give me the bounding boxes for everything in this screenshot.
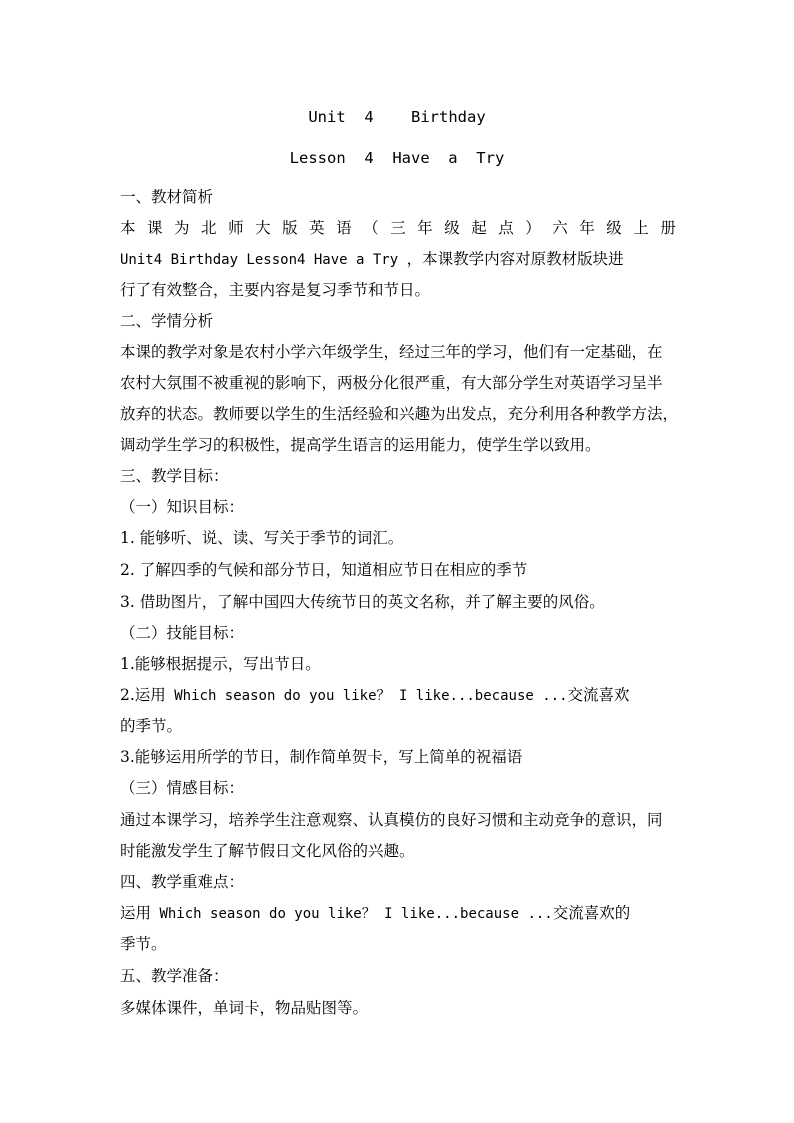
skill-goal-3: 3.能够运用所学的节日，制作简单贺卡，写上简单的祝福语 (120, 748, 523, 766)
justified-char: ） (525, 219, 541, 237)
section-2-line-4: 调动学生学习的积极性，提高学生语言的运用能力，使学生学以致用。 (120, 436, 601, 454)
justified-char: 起 (471, 219, 487, 237)
skill-goals-heading: （二）技能目标： (120, 624, 245, 642)
justified-char: 课 (147, 219, 163, 237)
section-1-line-3: 行了有效整合，主要内容是复习季节和节日。 (120, 281, 431, 299)
section-2-line-1: 本课的教学对象是农村小学六年级学生，经过三年的学习，他们有一定基础，在 (120, 343, 663, 361)
section-1-heading: 一、教材简析 (120, 188, 214, 206)
key-points-line-2: 季节。 (120, 935, 167, 953)
emotional-goal-line-1: 通过本课学习，培养学生注意观察、认真模仿的良好习惯和主动竞争的意识，同 (120, 811, 663, 829)
knowledge-goal-1: 1. 能够听、说、读、写关于季节的词汇。 (120, 529, 404, 547)
justified-char: 为 (174, 219, 190, 237)
justified-char: （ (363, 219, 379, 237)
skill-goal-2-cont: 的季节。 (120, 717, 183, 735)
justified-char: 上 (633, 219, 649, 237)
section-2-line-3: 放弃的状态。教师要以学生的生活经验和兴趣为出发点，充分利用各种教学方法， (120, 405, 679, 423)
skill-goal-2: 2.运用 Which season do you like？ I like...because ...交流喜欢 (120, 686, 630, 704)
justified-char: 大 (255, 219, 271, 237)
textbook-reference: Unit4 Birthday Lesson4 Have a Try (120, 252, 407, 268)
section-5-heading: 五、教学准备： (120, 967, 229, 985)
section-1-line-2-text: ，本课教学内容对原教材版块进 (406, 250, 624, 268)
knowledge-goal-3: 3. 借助图片，了解中国四大传统节日的英文名称，并了解主要的风俗。 (120, 593, 605, 611)
justified-char: 级 (444, 219, 460, 237)
justified-char: 师 (228, 219, 244, 237)
justified-char: 六 (552, 219, 568, 237)
justified-char: 册 (660, 219, 676, 237)
justified-char: 北 (201, 219, 217, 237)
target-sentence: Which season do you like？ I like...because ... (151, 906, 553, 922)
section-4-heading: 四、教学重难点： (120, 873, 245, 891)
preparation-line: 多媒体课件，单词卡，物品贴图等。 (120, 999, 369, 1017)
knowledge-goal-2: 2. 了解四季的气候和部分节日，知道相应节日在相应的季节 (120, 561, 528, 579)
knowledge-goals-heading: （一）知识目标： (120, 498, 245, 516)
justified-char: 级 (606, 219, 622, 237)
justified-char: 本 (120, 219, 136, 237)
justified-char: 点 (498, 219, 514, 237)
section-3-heading: 三、教学目标： (120, 467, 229, 485)
justified-char: 英 (309, 219, 325, 237)
lesson-title: Lesson 4 Have a Try (289, 149, 505, 167)
justified-char: 三 (390, 219, 406, 237)
section-1-line-1 (120, 218, 676, 238)
key-points-line-1: 运用 Which season do you like？ I like...because ...交流喜欢的 (120, 904, 631, 922)
justified-char: 版 (282, 219, 298, 237)
justified-char: 语 (336, 219, 352, 237)
emotional-goal-line-2: 时能激发学生了解节假日文化风俗的兴趣。 (120, 842, 415, 860)
emotional-goals-heading: （三）情感目标： (120, 779, 245, 797)
section-1-line-2 (120, 249, 676, 270)
justified-char: 年 (417, 219, 433, 237)
section-2-line-2: 农村大氛围不被重视的影响下，两极分化很严重，有大部分学生对英语学习呈半 (120, 374, 663, 392)
justified-char: 年 (579, 219, 595, 237)
section-2-heading: 二、学情分析 (120, 312, 214, 330)
target-sentence: Which season do you like？ I like...because ... (165, 688, 568, 704)
unit-title: Unit 4 Birthday (308, 108, 486, 126)
skill-goal-1: 1.能够根据提示，写出节日。 (120, 655, 321, 673)
